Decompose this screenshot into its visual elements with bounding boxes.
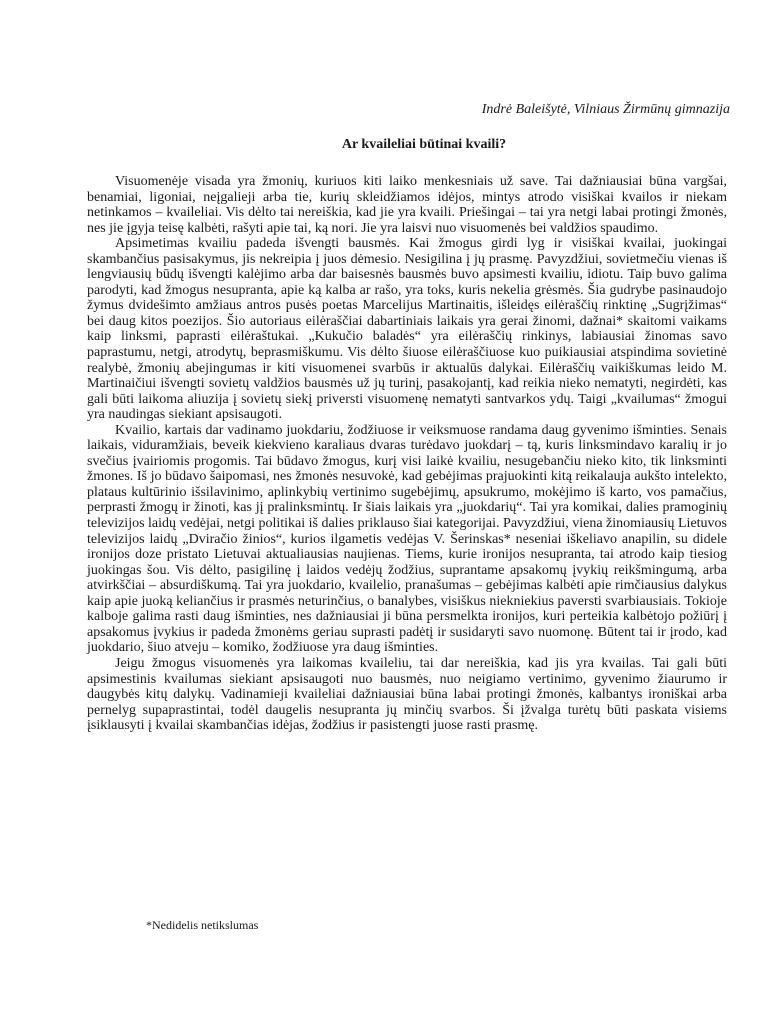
essay-title: Ar kvaileliai būtinai kvaili? (341, 137, 507, 152)
paragraph-1: Visuomenėje visada yra žmonių, kuriuos kiti laiko menkesniais už save. Tai dažniausiai būna vargšai, benamiai, ligoniai, neįgalieji arba tie, kurių skleidžiamos idėjos, mintys atrodo visiškai kvailos ir niekam netinkamos – kvaileliai. Vis dėlto tai nereiškia, kad jie yra kvaili. Priešingai – tai yra netgi labai protingi žmonės, nes jie įgyja teisę kalbėti, rašyti apie tai, ką nori. Jie yra laisvi nuo visuomenės bei valdžios spaudimo. (87, 174, 727, 236)
essay-body (87, 174, 727, 734)
paragraph-4: Jeigu žmogus visuomenės yra laikomas kvaileliu, tai dar nereiškia, kad jis yra kvailas. Tai gali būti apsimestinis kvailumas siekiant apsisaugoti nuo bausmės, nuo neigiamo vertinimo, gyvenimo žiaurumo ir daugybės kitų dalykų. Vadinamieji kvaileliai dažniausiai būna labai protingi žmonės, kalbantys ironiškai arba pernelyg supaprastintai, todėl daugelis nesupranta jų minčių svarbos. Ši įžvalga turėtų būti paskata visiems įsiklausyti į kvailai skambančias idėjas, žodžius ir pasistengti juose rasti prasmę. (87, 655, 727, 734)
paragraph-2: Apsimetimas kvailiu padeda išvengti bausmės. Kai žmogus girdi lyg ir visiškai kvailai, juokingai skambančius pasisakymus, jis nekreipia į juos dėmesio. Nesigilina į jų prasmę. Pavyzdžiui, sovietmečiu vienas iš lengviausių būdų išvengti kalėjimo arba dar baisesnės bausmės buvo apsimesti kvailiu, idiotu. Taip buvo galima parodyti, kad žmogus nesupranta, apie ką kalba ar rašo, yra toks, kuris nekelia grėsmės. Šia gudrybe pasinaudojo žymus dvidešimto amžiaus antros pusės poetas Marcelijus Martinaitis, išleidęs eilėraščių rinktinę „Sugrįžimas“ bei daug kitos poezijos. Šio autoriaus eilėraščiai dabartiniais laikais yra gerai žinomi, dažnai* skaitomi vaikams kaip linksmi, paprasti eilėraštukai. „Kukučio baladės“ yra eilėraščių rinkinys, labiausiai žinomas savo paprastumu, netgi, atrodytų, beprasmiškumu. Vis dėlto šiuose eilėraščiuose kuo puikiausiai atspindima sovietinė realybė, žmonių abejingumas ir kiti visuomenei svarbūs ir aktualūs dalykai. Eilėraščių vaikiškumas leido M. Martinaičiui išvengti sovietų valdžios bausmės už jų turinį, pasakojantį, kad reikia nieko nematyti, negirdėti, kas gali būti laikoma aliuzija į sovietų siekį priversti visuomenę nematyti santvarkos ydų. Taigi „kvailumas“ žmogui yra naudingas siekiant apsisaugoti. (87, 236, 727, 423)
author-line: Indrė Baleišytė, Vilniaus Žirmūnų gimnazija (481, 102, 730, 117)
footnote: *Nedidelis netikslumas (146, 918, 259, 932)
paragraph-3: Kvailio, kartais dar vadinamo juokdariu, žodžiuose ir veiksmuose randama daug gyvenimo išminties. Senais laikais, viduramžiais, beveik kiekvieno karaliaus dvaras turėdavo juokdarį – tą, kuris linksmindavo karalių ir jo svečius įvairiomis progomis. Tai būdavo žmogus, kurį visi laikė kvailiu, nesugebančiu nieko kito, tik linksminti žmones. Iš jo būdavo šaipomasi, nes žmonės nesuvokė, kad gebėjimas prajuokinti kitą reikalauja aukšto intelekto, plataus kultūrinio išsilavinimo, aplinkybių vertinimo sugebėjimų, apsukrumo, mokėjimo iš karto, vos pamačius, perprasti žmogų ir žinoti, kas jį pralinksmintų. Ir šiais laikais yra „juokdarių“. Tai yra komikai, dalies pramoginių televizijos laidų vedėjai, netgi politikai iš dalies priklauso šiai kategorijai. Pavyzdžiui, viena žinomiausių Lietuvos televizijos laidų „Dviračio žinios“, kurios ilgametis vedėjas V. Šerinskas* neseniai iškeliavo anapilin, su didele ironijos doze pristato Lietuvai aktualiausias naujienas. Tiems, kurie ironijos nesupranta, tai atrodo kaip tiesiog juokingas šou. Vis dėlto, pasigilinę į laidos vedėjų žodžius, suprantame apsakomų įvykių reikšmingumą, arba atvirkščiai – absurdiškumą. Tai yra juokdario, kvailelio, pranašumas – gebėjimas kalbėti apie rimčiausius dalykus kaip apie juoką keliančius ir prasmės neturinčius, o banalybes, visiškus niekniekius paversti svarbiausiais. Tokioje kalboje galima rasti daug išminties, nes dažniausiai ji būna persmelkta ironijos, kuri perteikia kalbėtojo požiūrį į apsakomus įvykius ir padeda žmonėms geriau suprasti padėtį ir susidaryti savo nuomonę. Būtent tai ir įrodo, kad juokdario, šiuo atveju – komiko, žodžiuose yra daug išminties. (87, 422, 727, 656)
